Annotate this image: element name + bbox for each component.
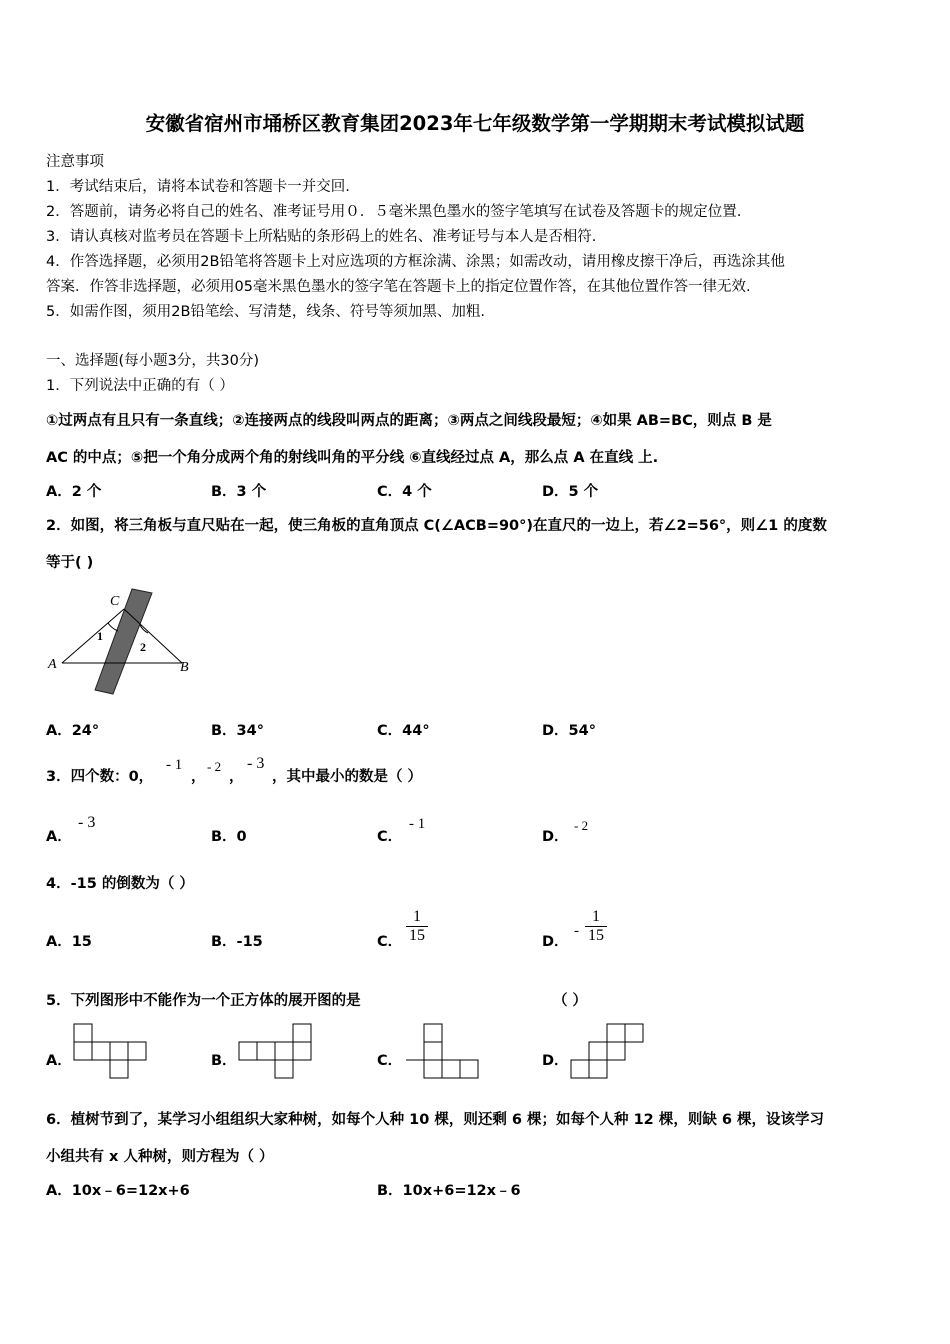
option-b: B．-15 <box>211 934 263 950</box>
option-b: B． <box>211 1053 237 1069</box>
fraction-denominator: 15 <box>588 927 604 944</box>
negative-sign: - <box>574 923 579 939</box>
question-1-text: AC 的中点；⑤把一个角分成两个角的射线叫角的平分线 ⑥直线经过点 A，那么点 A 在直线 上. <box>46 450 659 466</box>
option-d: D． <box>542 1053 569 1069</box>
option-d-value: - 2 <box>574 818 589 833</box>
label-b: B <box>180 660 189 675</box>
option-d: D． <box>542 829 569 845</box>
option-a: A．2 个 <box>46 484 102 500</box>
question-3-suffix: ，其中最小的数是（ ） <box>272 769 423 785</box>
question-1-stem: 1．下列说法中正确的有（ ） <box>46 378 234 394</box>
question-2-text: 2．如图，将三角板与直尺贴在一起，使三角板的直角顶点 C(∠ACB=90°)在直尺的一边上，若∠2=56°，则∠1 的度数 <box>46 518 827 534</box>
option-b: B．3 个 <box>211 484 267 500</box>
cube-net-b <box>238 1023 314 1079</box>
option-c: C． <box>377 934 403 950</box>
option-d: D．5 个 <box>542 484 599 500</box>
separator: ， <box>191 769 206 785</box>
fraction-1-15 <box>406 908 428 945</box>
fraction-numerator: 1 <box>592 908 600 925</box>
cube-net-a <box>73 1023 149 1079</box>
fraction-numerator: 1 <box>413 908 421 925</box>
notice-item: 1．考试结束后，请将本试卷和答题卡一并交回. <box>46 179 350 195</box>
question-6-text: 小组共有 x 人种树，则方程为（ ） <box>46 1149 274 1165</box>
page-title: 安徽省宿州市埇桥区教育集团2023年七年级数学第一学期期末考试模拟试题 <box>145 112 805 135</box>
value-neg2: - 2 <box>207 759 222 774</box>
notice-item: 4．作答选择题，必须用2B铅笔将答题卡上对应选项的方框涂满、涂黑；如需改动，请用橡皮擦干净后，再选涂其他 <box>46 254 785 270</box>
option-b: B．34° <box>211 723 264 739</box>
option-c: C．44° <box>377 723 430 739</box>
question-5-stem: 5．下列图形中不能作为一个正方体的展开图的是 <box>46 993 361 1009</box>
triangle-ruler-figure <box>40 585 210 700</box>
option-a: A． <box>46 829 72 845</box>
option-c: C．4 个 <box>377 484 432 500</box>
option-c: C． <box>377 1053 403 1069</box>
angle-1-arc <box>108 623 118 631</box>
value-neg3: - 3 <box>247 755 265 772</box>
option-b: B．10x+6=12x﹣6 <box>377 1183 521 1199</box>
fraction-neg-1-15 <box>585 908 607 945</box>
question-6-text: 6．植树节到了，某学习小组组织大家种树，如每个人种 10 棵，则还剩 6 棵；如每个人种 12 棵，则缺 6 棵，设该学习 <box>46 1112 825 1128</box>
option-a: A． <box>46 1053 72 1069</box>
label-c: C <box>110 594 120 609</box>
option-a: A．10x﹣6=12x+6 <box>46 1183 190 1199</box>
option-a-value: - 3 <box>78 814 96 831</box>
value-neg1: - 1 <box>166 757 183 773</box>
question-3-prefix: 3．四个数：0， <box>46 769 154 785</box>
cube-net-d <box>570 1023 646 1079</box>
label-a: A <box>48 657 57 672</box>
option-c: C． <box>377 829 403 845</box>
option-d: D．54° <box>542 723 596 739</box>
question-2-text: 等于( ) <box>46 555 94 571</box>
answer-parentheses: （ ） <box>553 993 588 1009</box>
option-b: B．0 <box>211 829 247 845</box>
question-4-stem: 4．-15 的倒数为（ ） <box>46 876 194 892</box>
option-c-value: - 1 <box>409 816 426 832</box>
notice-item: 3．请认真核对监考员在答题卡上所粘贴的条形码上的姓名、准考证号与本人是否相符. <box>46 229 597 245</box>
option-d: D． <box>542 934 569 950</box>
notice-item: 2．答题前，请务必将自己的姓名、准考证号用０．５毫米黑色墨水的签字笔填写在试卷及答题卡的规定位置. <box>46 204 742 220</box>
notice-item: 5．如需作图，须用2B铅笔绘、写清楚，线条、符号等须加黑、加粗. <box>46 304 486 320</box>
option-a: A．24° <box>46 723 100 739</box>
option-a: A．15 <box>46 934 92 950</box>
label-angle-2: 2 <box>140 640 146 654</box>
label-angle-1: 1 <box>97 629 103 643</box>
angle-2-arc <box>140 625 148 633</box>
separator: ， <box>229 769 244 785</box>
question-1-text: ①过两点有且只有一条直线；②连接两点的线段叫两点的距离；③两点之间线段最短；④如果 AB=BC，则点 B 是 <box>46 413 772 429</box>
notice-item: 答案．作答非选择题，必须用05毫米黑色墨水的签字笔在答题卡上的指定位置作答，在其他位置作答一律无效. <box>46 279 751 295</box>
section-heading: 一、选择题(每小题3分，共30分) <box>46 353 259 369</box>
fraction-denominator: 15 <box>409 927 425 944</box>
notice-heading: 注意事项 <box>46 154 104 170</box>
cube-net-c <box>405 1023 481 1079</box>
